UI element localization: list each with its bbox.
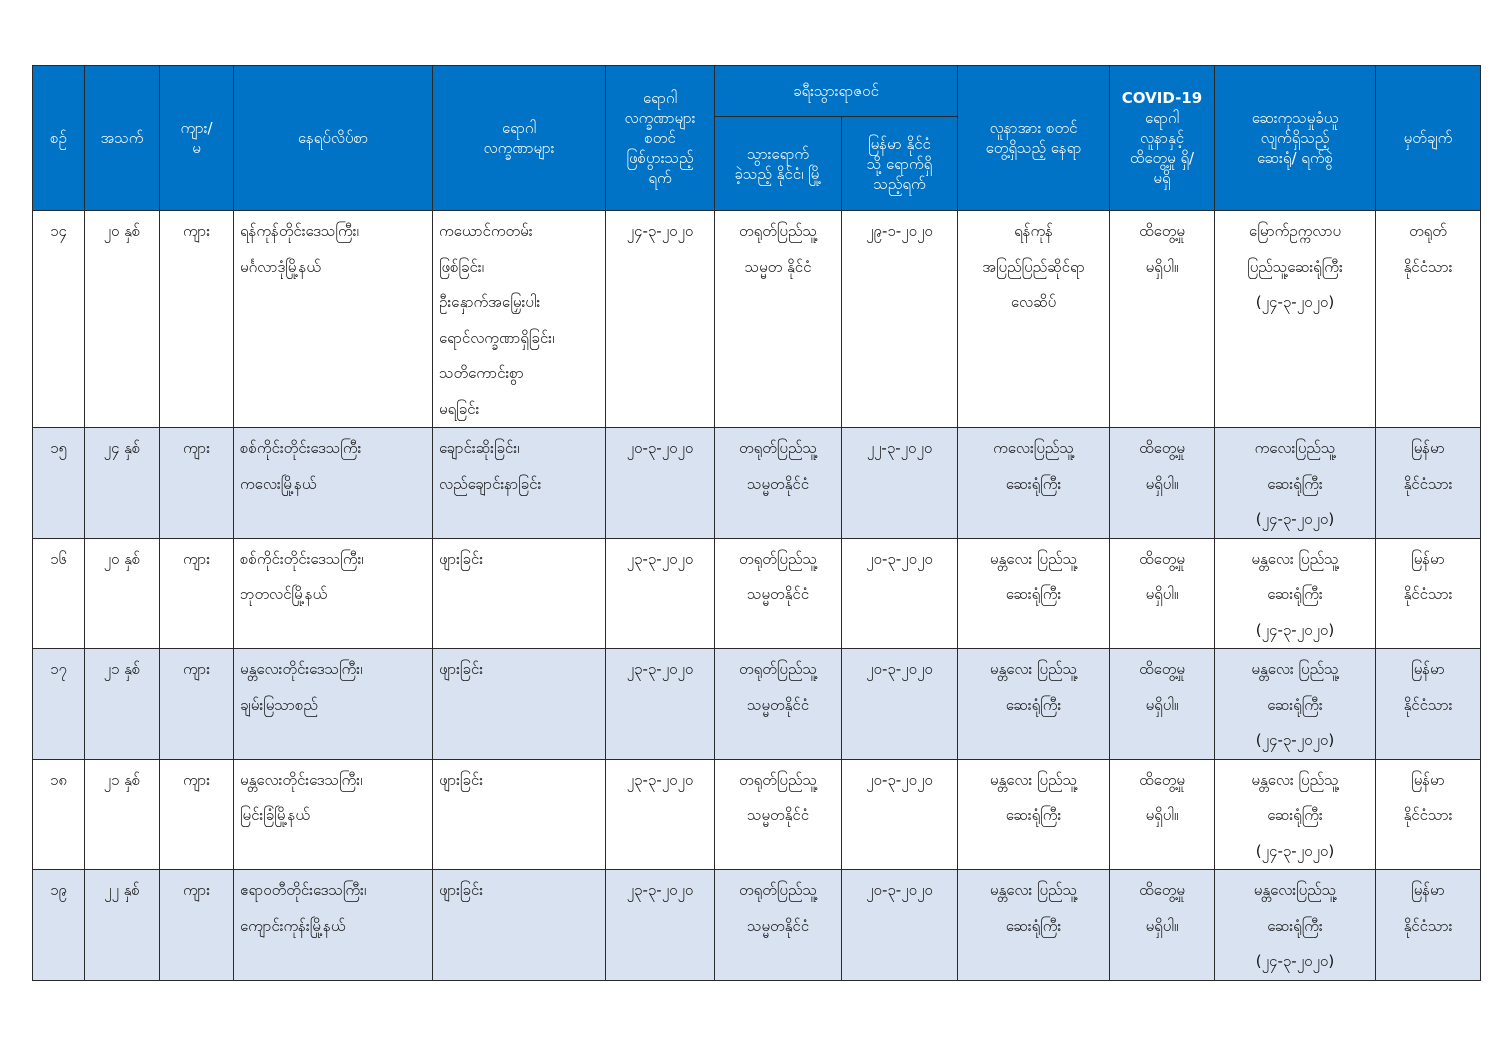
table-row	[33, 759, 1481, 870]
cell-address: စစ်ကိုင်းတိုင်းဒေသကြီး ကလေးမြို့နယ်	[234, 428, 433, 539]
cell-onset-date: ၂၃-၃-၂၀၂၀	[606, 538, 715, 649]
cell-first-detected: မန္တလေး ပြည်သူ့ ဆေးရုံကြီး	[958, 538, 1110, 649]
header-hospital: ဆေးကုသမှုခံယူ လျက်ရှိသည့် ဆေးရုံ/ ရက်စွဲ	[1215, 66, 1376, 211]
cell-travel-from: တရုတ်ပြည်သူ့ သမ္မတနိုင်ငံ	[715, 870, 842, 981]
cell-address: စစ်ကိုင်းတိုင်းဒေသကြီး၊ ဘုတလင်မြို့နယ်	[234, 538, 433, 649]
cell-no: ၁၇	[33, 649, 85, 760]
cell-age: ၂၄ နှစ်	[85, 428, 160, 539]
cell-no: ၁၉	[33, 870, 85, 981]
header-symptoms: ရောဂါ လက္ခဏာများ	[433, 66, 606, 211]
cell-onset-date: ၂၃-၃-၂၀၂၀	[606, 759, 715, 870]
cell-first-detected: ကလေးပြည်သူ့ ဆေးရုံကြီး	[958, 428, 1110, 539]
table-header	[33, 66, 1481, 211]
cell-arrival-date: ၂၀-၃-၂၀၂၀	[842, 538, 958, 649]
cell-symptoms: ကယောင်ကတမ်း ဖြစ်ခြင်း၊ ဦးနှောက်အမြှေးပါး ရောင်လက္ခဏာရှိခြင်း၊ သတိကောင်းစွာ မရခြင်း	[433, 211, 606, 428]
header-remarks: မှတ်ချက်	[1376, 66, 1481, 211]
cell-first-detected: ရန်ကုန် အပြည်ပြည်ဆိုင်ရာ လေဆိပ်	[958, 211, 1110, 428]
cell-travel-from: တရုတ်ပြည်သူ့ သမ္မတနိုင်ငံ	[715, 759, 842, 870]
cell-symptoms: ဖျားခြင်း	[433, 870, 606, 981]
cell-contact: ထိတွေ့မှု မရှိပါ။	[1110, 428, 1215, 539]
cell-no: ၁၄	[33, 211, 85, 428]
header-onset-date: ရောဂါ လက္ခဏာများ စတင် ဖြစ်ပွားသည့် ရက်	[606, 66, 715, 211]
cell-first-detected: မန္တလေး ပြည်သူ့ ဆေးရုံကြီး	[958, 649, 1110, 760]
cell-symptoms: ဖျားခြင်း	[433, 538, 606, 649]
cell-onset-date: ၂၄-၃-၂၀၂၀	[606, 211, 715, 428]
cell-arrival-date: ၂၀-၃-၂၀၂၀	[842, 759, 958, 870]
header-age: အသက်	[85, 66, 160, 211]
header-contact	[1110, 66, 1215, 211]
table-body	[33, 211, 1481, 981]
cell-contact: ထိတွေ့မှု မရှိပါ။	[1110, 870, 1215, 981]
cell-address: မန္တလေးတိုင်းဒေသကြီး၊ ချမ်းမြသာစည်	[234, 649, 433, 760]
cell-sex: ကျား	[160, 759, 234, 870]
cell-onset-date: ၂၃-၃-၂၀၂၀	[606, 649, 715, 760]
cell-hospital: မန္တလေး ပြည်သူ့ ဆေးရုံကြီး (၂၄-၃-၂၀၂၀)	[1215, 649, 1376, 760]
cell-no: ၁၆	[33, 538, 85, 649]
cell-onset-date: ၂၀-၃-၂၀၂၀	[606, 428, 715, 539]
cell-hospital: မြောက်ဥက္ကလာပ ပြည်သူ့ဆေးရုံကြီး (၂၄-၃-၂၀၂၀)	[1215, 211, 1376, 428]
cell-arrival-date: ၂၀-၃-၂၀၂၀	[842, 870, 958, 981]
cell-remarks: မြန်မာ နိုင်ငံသား	[1376, 870, 1481, 981]
header-first-detected: လူနာအား စတင် တွေ့ရှိသည့် နေရာ	[958, 66, 1110, 211]
cell-age: ၂၀ နှစ်	[85, 211, 160, 428]
cell-hospital: မန္တလေး ပြည်သူ့ ဆေးရုံကြီး (၂၄-၃-၂၀၂၀)	[1215, 538, 1376, 649]
header-sex: ကျား/ မ	[160, 66, 234, 211]
cell-hospital: မန္တလေးပြည်သူ့ ဆေးရုံကြီး (၂၄-၃-၂၀၂၀)	[1215, 870, 1376, 981]
table-row	[33, 428, 1481, 539]
header-arrival-date: မြန်မာ နိုင်ငံ သို့ ရောက်ရှိ သည့်ရက်	[842, 117, 958, 211]
table-row	[33, 538, 1481, 649]
cell-remarks: မြန်မာ နိုင်ငံသား	[1376, 538, 1481, 649]
cell-arrival-date: ၂၂-၃-၂၀၂၀	[842, 428, 958, 539]
cell-travel-from: တရုတ်ပြည်သူ့ သမ္မတနိုင်ငံ	[715, 428, 842, 539]
cell-onset-date: ၂၃-၃-၂၀၂၀	[606, 870, 715, 981]
cell-travel-from: တရုတ်ပြည်သူ့ သမ္မတနိုင်ငံ	[715, 538, 842, 649]
header-travel-from: သွားရောက် ခဲ့သည့် နိုင်ငံ၊ မြို့	[715, 117, 842, 211]
case-table	[32, 65, 1481, 981]
cell-arrival-date: ၂၀-၃-၂၀၂၀	[842, 649, 958, 760]
header-contact-title: COVID-19	[1121, 89, 1203, 107]
cell-remarks: တရုတ် နိုင်ငံသား	[1376, 211, 1481, 428]
header-address: နေရပ်လိပ်စာ	[234, 66, 433, 211]
cell-symptoms: ဖျားခြင်း	[433, 649, 606, 760]
cell-remarks: မြန်မာ နိုင်ငံသား	[1376, 428, 1481, 539]
cell-contact: ထိတွေ့မှု မရှိပါ။	[1110, 538, 1215, 649]
cell-age: ၂၂ နှစ်	[85, 870, 160, 981]
cell-sex: ကျား	[160, 211, 234, 428]
cell-first-detected: မန္တလေး ပြည်သူ့ ဆေးရုံကြီး	[958, 870, 1110, 981]
cell-hospital: ကလေးပြည်သူ့ ဆေးရုံကြီး (၂၄-၃-၂၀၂၀)	[1215, 428, 1376, 539]
cell-remarks: မြန်မာ နိုင်ငံသား	[1376, 759, 1481, 870]
cell-age: ၂၁ နှစ်	[85, 759, 160, 870]
cell-age: ၂၀ နှစ်	[85, 538, 160, 649]
table-row	[33, 211, 1481, 428]
cell-address: ရန်ကုန်တိုင်းဒေသကြီး၊ မင်္ဂလာဒုံမြို့နယ်	[234, 211, 433, 428]
cell-hospital: မန္တလေး ပြည်သူ့ ဆေးရုံကြီး (၂၄-၃-၂၀၂၀)	[1215, 759, 1376, 870]
cell-contact: ထိတွေ့မှု မရှိပါ။	[1110, 649, 1215, 760]
cell-travel-from: တရုတ်ပြည်သူ့ သမ္မတ နိုင်ငံ	[715, 211, 842, 428]
header-contact-label: ရောဂါ လူနာနှင့် ထိတွေ့မှု ရှိ/ မရှိ	[1129, 109, 1195, 187]
cell-contact: ထိတွေ့မှု မရှိပါ။	[1110, 211, 1215, 428]
cell-travel-from: တရုတ်ပြည်သူ့ သမ္မတနိုင်ငံ	[715, 649, 842, 760]
table-row	[33, 649, 1481, 760]
cell-first-detected: မန္တလေး ပြည်သူ့ ဆေးရုံကြီး	[958, 759, 1110, 870]
cell-no: ၁၈	[33, 759, 85, 870]
cell-address: မန္တလေးတိုင်းဒေသကြီး၊ မြင်းခြံမြို့နယ်	[234, 759, 433, 870]
cell-remarks: မြန်မာ နိုင်ငံသား	[1376, 649, 1481, 760]
table-row	[33, 870, 1481, 981]
cell-address: ဧရာဝတီတိုင်းဒေသကြီး၊ ကျောင်းကုန်းမြို့နယ်	[234, 870, 433, 981]
cell-symptoms: ချောင်းဆိုးခြင်း၊ လည်ချောင်းနာခြင်း	[433, 428, 606, 539]
header-travel-history: ခရီးသွားရာဇဝင်	[715, 66, 958, 117]
cell-sex: ကျား	[160, 428, 234, 539]
cell-sex: ကျား	[160, 870, 234, 981]
cell-symptoms: ဖျားခြင်း	[433, 759, 606, 870]
cell-no: ၁၅	[33, 428, 85, 539]
cell-arrival-date: ၂၉-၁-၂၀၂၀	[842, 211, 958, 428]
cell-age: ၂၁ နှစ်	[85, 649, 160, 760]
cell-sex: ကျား	[160, 538, 234, 649]
header-no: စဉ်	[33, 66, 85, 211]
cell-sex: ကျား	[160, 649, 234, 760]
cell-contact: ထိတွေ့မှု မရှိပါ။	[1110, 759, 1215, 870]
